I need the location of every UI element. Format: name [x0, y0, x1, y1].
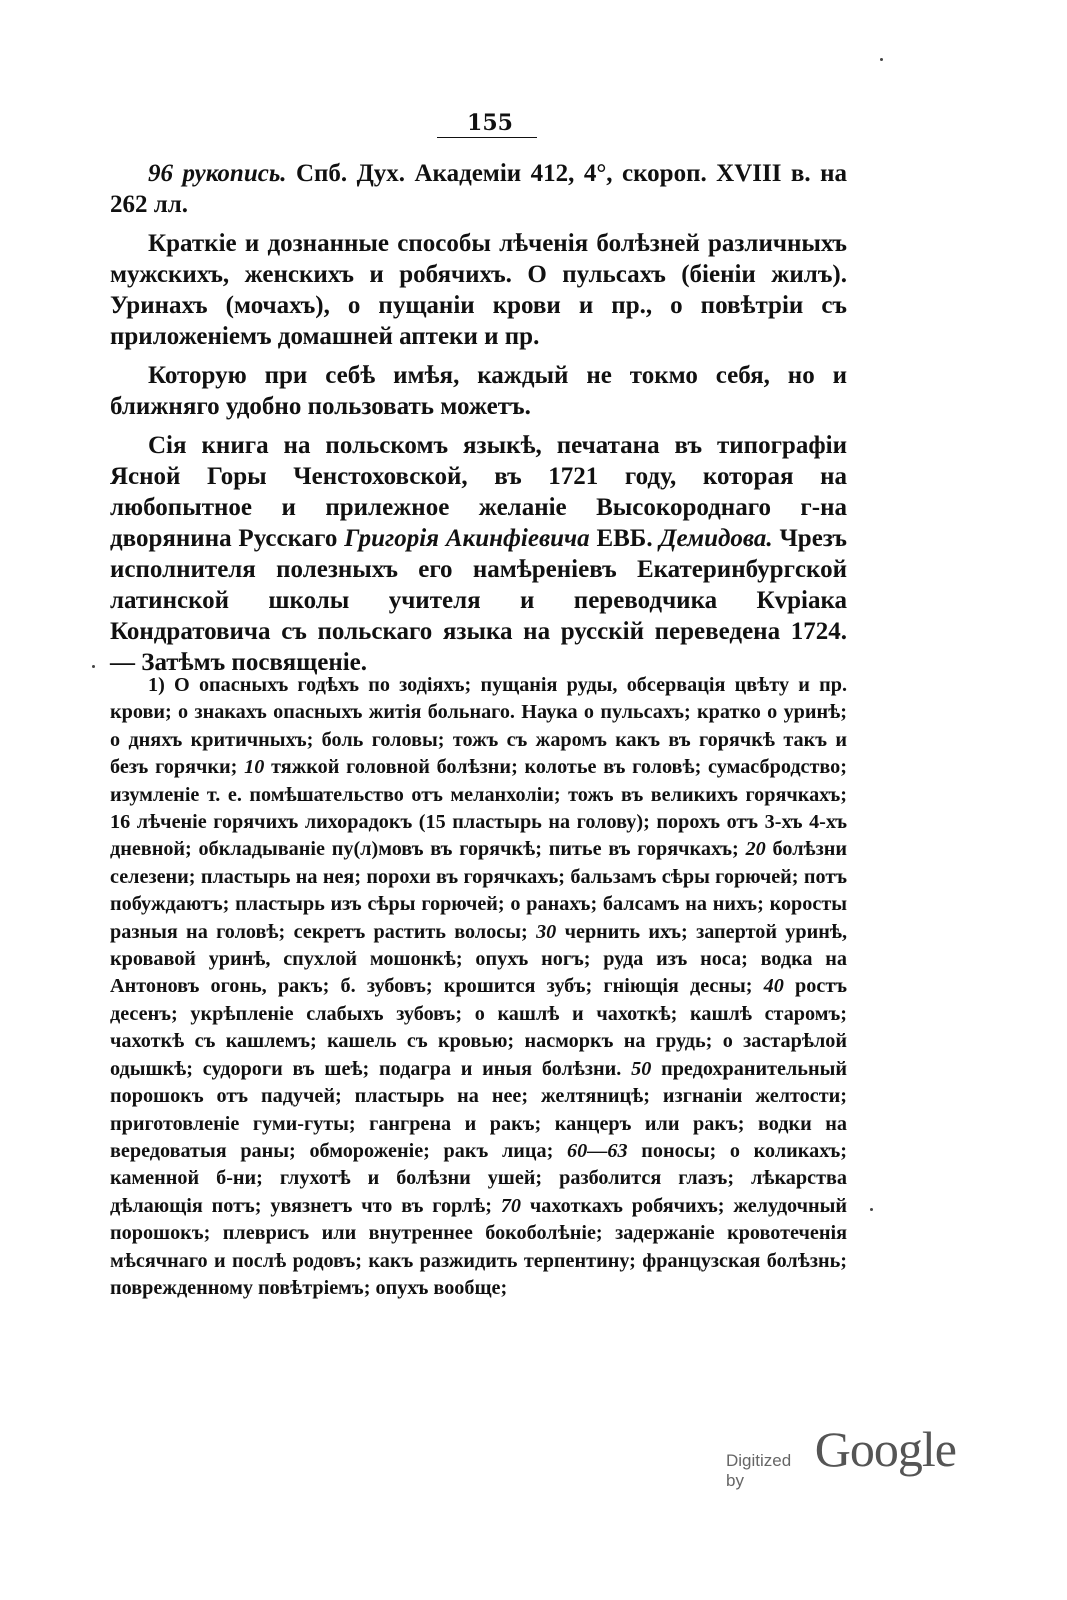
- note-number-50: 50: [631, 1057, 652, 1080]
- description-paragraph: [110, 430, 847, 678]
- note-number-30: 30: [536, 920, 557, 943]
- person-name-1: Григорія Акинфіевича: [344, 525, 590, 552]
- google-logo: Google: [814, 1421, 956, 1477]
- digitized-by-google-watermark: [726, 1420, 956, 1490]
- entry-number: 96: [148, 160, 173, 187]
- note-seg-4: чернить ихъ; запертой уринѣ, кровавой уринѣ, спухлой мошонкѣ; опухъ ногъ; руда изъ носа; водка на Антоновъ огонь, ракъ; б. зубовъ; крошится зубъ; гніющія десны;: [110, 920, 848, 998]
- footnote-paragraph: [110, 672, 847, 1302]
- subtitle-paragraph: Которую при себѣ имѣя, каждый не токмо себя, но и ближняго удобно пользовать можетъ.: [110, 362, 847, 420]
- scan-speck: [870, 1208, 873, 1211]
- note-seg-3: болѣзни селезени; пластырь на нея; порохи въ горячкахъ; бальзамъ сѣры горючей; потъ побуждаютъ; пластырь изъ сѣры горючей; о ранахъ; балсамъ на нихъ; коросты разныя на головѣ; секретъ растить волосы;: [110, 838, 848, 943]
- entry-label: рукопись.: [182, 160, 287, 187]
- scan-speck: [92, 665, 95, 668]
- note-number-20: 20: [745, 838, 766, 861]
- description-text-a: Сія книга на польскомъ языкѣ, печатана въ типографіи Ясной Горы Ченстоховской, въ 1721 году, которая на любопытное и прилежное желаніе Высокороднаго г-на дворянина Русскаго: [110, 432, 847, 552]
- note-seg-5: ростъ десенъ; укрѣпленіе слабыхъ зубовъ; о кашлѣ и чахоткѣ; кашлѣ старомъ; чахоткѣ съ кашлемъ; кашель съ кровью; насморкъ на грудь; о застарѣлой одышкѣ; судороги въ шеѣ; подагра и иныя болѣзни.: [110, 975, 847, 1080]
- note-number-60: 60—63: [567, 1139, 628, 1162]
- page-number-rule: [437, 137, 537, 138]
- footnote: [110, 672, 847, 1302]
- main-text: [110, 158, 847, 686]
- scan-speck: [880, 58, 883, 61]
- note-seg-7: поносы; о коликахъ; каменной б-ни; глухотѣ и болѣзни ушей; разболится глазъ; лѣкарства дѣлающія потъ; увязнетъ что въ горлѣ;: [110, 1139, 848, 1217]
- note-seg-6: предохранительный порошокъ отъ падучей; пластырь на нее; желтяницѣ; изгнаніи желтости; приготовленіе гуми-гуты; гангрена и ракъ; канцеръ или ракъ; водки на вередоватыя раны; обмороженіе; ракъ лица;: [110, 1057, 847, 1162]
- note-number-40: 40: [763, 975, 784, 998]
- note-number-10: 10: [244, 756, 265, 779]
- entry-paragraph: [110, 158, 847, 220]
- note-number-70: 70: [500, 1194, 521, 1217]
- note-seg-1: 1) О опасныхъ годѣхъ по зодіяхъ; пущанія руды, обсервація цвѣту и пр. крови; о знакахъ опасныхъ житія больнаго. Наука о пульсахъ; кратко о уринѣ; о дняхъ критичныхъ; боль головы; тожъ съ жаромъ какъ въ горячкѣ такъ и безъ горячки;: [110, 674, 847, 779]
- note-seg-2: тяжкой головной болѣзни; колотье въ головѣ; сумасбродство; изумленіе т. е. помѣшательство отъ меланхоліи; тожъ въ великихъ горячкахъ; 16 лѣченіе горячихъ лихорадокъ (15 пластырь на голову); порохъ отъ 3-хъ 4-хъ дневной; обкладываніе пу(л)мовъ въ горячкѣ; питье въ горячкахъ;: [110, 756, 847, 861]
- entry-source: Спб. Дух. Академіи 412, 4°, скороп. XVIII в. на 262 лл.: [110, 160, 847, 218]
- person-name-2: Демидова.: [659, 525, 773, 552]
- page-number: 155: [467, 110, 513, 136]
- description-text-b: ЕВБ.: [596, 525, 653, 552]
- note-seg-8: чахоткахъ робячихъ; желудочный порошокъ; плеврисъ или внутреннее бокоболѣніе; задержаніе кровотеченія мѣсячнаго и послѣ родовъ; какъ разжидить терпентину; французская болѣзнь; поврежденному повѣтріемъ; опухъ вообще;: [110, 1194, 848, 1299]
- title-paragraph: Краткіе и дознанные способы лѣченія болѣзней различныхъ мужскихъ, женскихъ и робячихъ. О пульсахъ (біеніи жилъ). Уринахъ (мочахъ), о пущаніи крови и пр., о повѣтріи съ приложеніемъ домашней аптеки и пр.: [110, 230, 847, 350]
- description-text-c: Чрезъ исполнителя полезныхъ его намѣреніевъ Екатеринбургской латинской школы учителя и переводчика Кvріака Кондратовича съ польскаго языка на русскій переведена 1724. — Затѣмъ посвященіе.: [110, 525, 847, 676]
- watermark-prefix: Digitized by: [726, 1451, 792, 1490]
